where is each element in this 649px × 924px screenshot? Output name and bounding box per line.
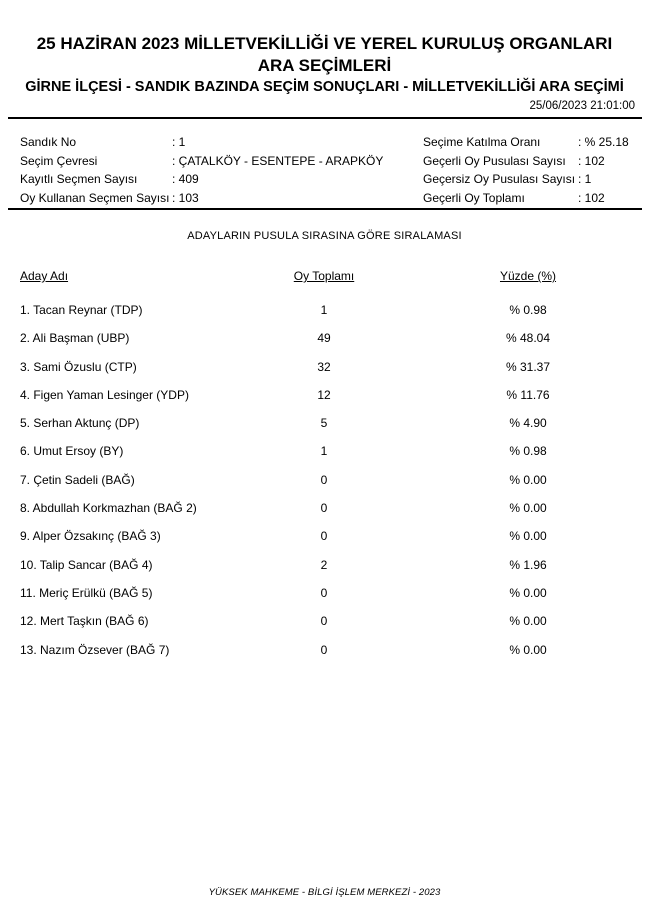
cell-percentage: % 0.00 — [509, 642, 547, 657]
summary-divider-line — [8, 208, 642, 210]
cell-percentage: % 0.00 — [509, 585, 547, 600]
table-row — [0, 389, 649, 417]
cell-vote-total: 0 — [320, 529, 328, 544]
cell-candidate-name: 2. Ali Başman (UBP) — [20, 331, 130, 346]
summary-right-column — [423, 133, 641, 208]
cell-vote-total: 0 — [320, 472, 328, 487]
summary-label: Seçime Katılma Oranı — [423, 135, 541, 149]
cell-candidate-name: 6. Umut Ersoy (BY) — [20, 444, 124, 459]
cell-candidate-name: 10. Talip Sancar (BAĞ 4) — [20, 557, 153, 572]
candidate-results-table — [0, 269, 649, 672]
cell-vote-total: 1 — [320, 444, 328, 459]
summary-value: : 102 — [578, 191, 605, 206]
table-row — [0, 417, 649, 445]
summary-label: Seçim Çevresi — [20, 153, 98, 168]
cell-candidate-name: 13. Nazım Özsever (BAĞ 7) — [20, 642, 170, 657]
cell-candidate-name: 7. Çetin Sadeli (BAĞ) — [20, 472, 135, 487]
cell-vote-total: 0 — [320, 501, 328, 516]
summary-row — [20, 152, 423, 171]
summary-left-column — [20, 133, 423, 208]
cell-candidate-name: 12. Mert Taşkın (BAĞ 6) — [20, 614, 149, 629]
summary-label: Oy Kullanan Seçmen Sayısı — [20, 191, 170, 206]
cell-candidate-name: 11. Meriç Erülkü (BAĞ 5) — [20, 585, 153, 600]
table-row — [0, 502, 649, 530]
report-title-line1: 25 HAZİRAN 2023 MİLLETVEKİLLİĞİ VE YEREL KURULUŞ ORGANLARI — [36, 34, 613, 53]
cell-percentage: % 0.00 — [509, 501, 547, 516]
column-header-candidate: Aday Adı — [20, 269, 69, 283]
table-row — [0, 474, 649, 502]
report-subtitle: GİRNE İLÇESİ - SANDIK BAZINDA SEÇİM SONUÇLARI - MİLLETVEKİLLİĞİ ARA SEÇİMİ — [25, 79, 624, 95]
cell-vote-total: 5 — [320, 416, 328, 431]
table-row — [0, 530, 649, 558]
summary-row — [20, 189, 423, 208]
cell-percentage: % 0.98 — [509, 444, 547, 459]
summary-row — [423, 152, 641, 171]
table-row — [0, 644, 649, 672]
summary-value: : 103 — [172, 191, 199, 206]
cell-candidate-name: 9. Alper Özsakınç (BAĞ 3) — [20, 529, 161, 544]
ballot-box-summary — [20, 133, 641, 208]
table-header-row — [0, 269, 649, 286]
cell-vote-total: 0 — [320, 642, 328, 657]
cell-candidate-name: 4. Figen Yaman Lesinger (YDP) — [20, 387, 189, 402]
table-row — [0, 304, 649, 332]
cell-vote-total: 0 — [320, 585, 328, 600]
cell-candidate-name: 5. Serhan Aktunç (DP) — [20, 416, 140, 431]
summary-value: : % 25.18 — [578, 135, 629, 149]
cell-candidate-name: 3. Sami Özuslu (CTP) — [20, 359, 137, 374]
table-row — [0, 445, 649, 473]
report-footer: YÜKSEK MAHKEME - BİLGİ İŞLEM MERKEZİ - 2023 — [208, 887, 441, 898]
column-header-percent: Yüzde (%) — [499, 269, 557, 283]
table-body — [0, 286, 649, 672]
summary-value: : 1 — [172, 135, 186, 149]
cell-percentage: % 31.37 — [505, 359, 551, 374]
column-header-vote-total: Oy Toplamı — [293, 269, 355, 283]
summary-row — [423, 133, 641, 152]
cell-percentage: % 4.90 — [509, 416, 547, 431]
summary-value: : 102 — [578, 153, 605, 168]
summary-row — [20, 170, 423, 189]
table-row — [0, 615, 649, 643]
table-row — [0, 332, 649, 360]
cell-percentage: % 1.96 — [509, 557, 547, 572]
summary-label: Sandık No — [20, 135, 77, 149]
report-timestamp: 25/06/2023 21:01:00 — [529, 100, 635, 112]
summary-row — [20, 133, 423, 152]
summary-label: Geçersiz Oy Pusulası Sayısı — [423, 172, 576, 187]
summary-label: Geçerli Oy Toplamı — [423, 191, 525, 206]
summary-label: Kayıtlı Seçmen Sayısı — [20, 172, 138, 187]
cell-vote-total: 32 — [317, 359, 331, 374]
summary-row — [423, 170, 641, 189]
cell-vote-total: 49 — [317, 331, 331, 346]
cell-percentage: % 48.04 — [505, 331, 551, 346]
cell-vote-total: 2 — [320, 557, 328, 572]
table-row — [0, 559, 649, 587]
cell-percentage: % 0.00 — [509, 529, 547, 544]
summary-value: : 409 — [172, 172, 199, 187]
section-title: ADAYLARIN PUSULA SIRASINA GÖRE SIRALAMASI — [187, 230, 462, 242]
table-row — [0, 361, 649, 389]
report-header — [0, 33, 649, 113]
summary-value: : ÇATALKÖY - ESENTEPE - ARAPKÖY — [172, 153, 384, 168]
header-divider-line — [8, 117, 642, 119]
cell-candidate-name: 8. Abdullah Korkmazhan (BAĞ 2) — [20, 501, 197, 516]
summary-value: : 1 — [578, 172, 592, 187]
cell-percentage: % 0.00 — [509, 472, 547, 487]
summary-row — [423, 189, 641, 208]
cell-percentage: % 0.98 — [509, 303, 547, 317]
cell-percentage: % 0.00 — [509, 614, 547, 629]
table-row — [0, 587, 649, 615]
cell-vote-total: 12 — [317, 387, 331, 402]
cell-percentage: % 11.76 — [506, 387, 550, 402]
cell-candidate-name: 1. Tacan Reynar (TDP) — [20, 303, 143, 317]
summary-label: Geçerli Oy Pusulası Sayısı — [423, 153, 566, 168]
cell-vote-total: 0 — [320, 614, 328, 629]
cell-vote-total: 1 — [320, 303, 328, 317]
report-title-line2: ARA SEÇİMLERİ — [257, 56, 392, 75]
